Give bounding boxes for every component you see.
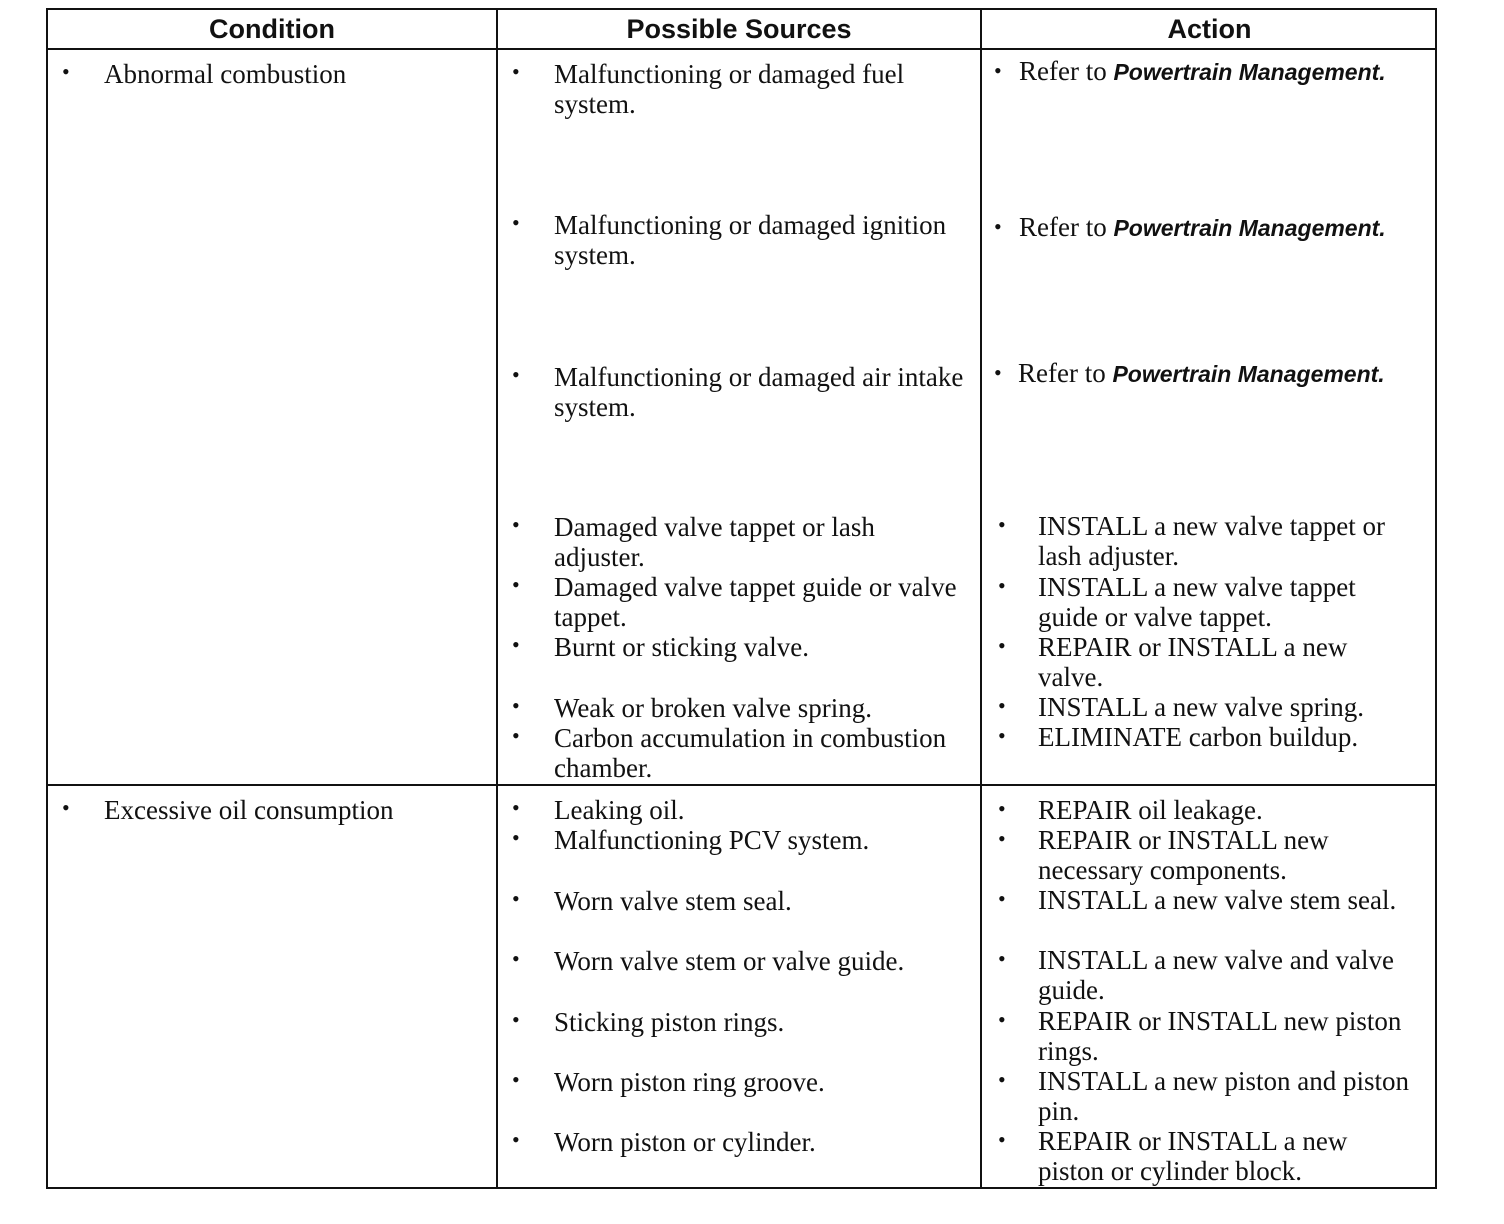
action-item: REPAIR or INSTALL a new valve.	[1038, 632, 1348, 692]
bullet-icon: •	[512, 210, 520, 235]
bullet-icon: •	[998, 633, 1006, 658]
bullet-icon: •	[998, 512, 1006, 537]
bullet-icon: •	[998, 1127, 1006, 1152]
header-action: Action	[1167, 13, 1252, 44]
bullet-icon: •	[512, 362, 520, 387]
bullet-icon: •	[998, 723, 1006, 748]
source-item: Malfunctioning or damaged fuel system.	[554, 59, 905, 119]
row-divider	[48, 784, 1435, 786]
action-item: INSTALL a new valve spring.	[1038, 692, 1365, 722]
source-item: Malfunctioning or damaged ignition system.	[554, 210, 947, 270]
source-item: Malfunctioning or damaged air intake system.	[554, 362, 964, 422]
action-item: INSTALL a new piston and piston pin.	[1038, 1066, 1410, 1126]
action-item: INSTALL a new valve stem seal.	[1038, 885, 1397, 915]
action-item: INSTALL a new valve tappet or lash adjuster.	[1038, 511, 1385, 571]
source-item: Worn piston or cylinder.	[554, 1127, 816, 1157]
column-divider	[496, 10, 498, 1187]
action-item: REPAIR or INSTALL new piston rings.	[1038, 1006, 1402, 1066]
bullet-icon: •	[998, 826, 1006, 851]
bullet-icon: •	[512, 632, 520, 657]
source-item: Burnt or sticking valve.	[554, 632, 809, 662]
column-divider	[980, 10, 982, 1187]
bullet-icon: •	[994, 360, 1002, 385]
action-item: REPAIR oil leakage.	[1038, 795, 1263, 825]
bullet-icon: •	[512, 825, 520, 850]
bullet-icon: •	[994, 214, 1002, 239]
bullet-icon: •	[998, 796, 1006, 821]
header-condition: Condition	[209, 13, 335, 44]
bullet-icon: •	[512, 723, 520, 748]
source-item: Sticking piston rings.	[554, 1007, 785, 1037]
action-item: INSTALL a new valve tappet guide or valve tappet.	[1038, 572, 1356, 632]
action-item: Refer to Powertrain Management.	[1018, 358, 1385, 388]
header-divider	[48, 48, 1435, 50]
source-item: Weak or broken valve spring.	[554, 693, 872, 723]
bullet-icon: •	[998, 946, 1006, 971]
diagnosis-table	[46, 8, 1437, 1189]
bullet-icon: •	[994, 58, 1002, 83]
bullet-icon: •	[998, 693, 1006, 718]
action-item: REPAIR or INSTALL new necessary components.	[1038, 825, 1329, 885]
bullet-icon: •	[512, 795, 520, 820]
bullet-icon: •	[998, 1067, 1006, 1092]
bullet-icon: •	[62, 59, 70, 84]
bullet-icon: •	[998, 573, 1006, 598]
bullet-icon: •	[512, 946, 520, 971]
source-item: Damaged valve tappet guide or valve tappet.	[554, 572, 957, 632]
bullet-icon: •	[512, 1067, 520, 1092]
bullet-icon: •	[998, 1007, 1006, 1032]
condition-label: Abnormal combustion	[104, 59, 347, 89]
source-item: Worn valve stem or valve guide.	[554, 946, 905, 976]
action-item: Refer to Powertrain Management.	[1019, 212, 1386, 242]
bullet-icon: •	[512, 572, 520, 597]
condition-label: Excessive oil consumption	[104, 795, 394, 825]
action-item: ELIMINATE carbon buildup.	[1038, 722, 1359, 752]
bullet-icon: •	[512, 1127, 520, 1152]
source-item: Carbon accumulation in combustion chamber.	[554, 723, 947, 783]
bullet-icon: •	[512, 512, 520, 537]
source-item: Worn valve stem seal.	[554, 886, 792, 916]
bullet-icon: •	[62, 795, 70, 820]
bullet-icon: •	[512, 693, 520, 718]
action-item: REPAIR or INSTALL a new piston or cylinder block.	[1038, 1126, 1348, 1186]
bullet-icon: •	[512, 1007, 520, 1032]
header-possible-sources: Possible Sources	[626, 13, 852, 44]
source-item: Leaking oil.	[554, 795, 685, 825]
source-item: Damaged valve tappet or lash adjuster.	[554, 512, 875, 572]
bullet-icon: •	[998, 886, 1006, 911]
bullet-icon: •	[512, 886, 520, 911]
source-item: Worn piston ring groove.	[554, 1067, 825, 1097]
source-item: Malfunctioning PCV system.	[554, 825, 870, 855]
action-item: INSTALL a new valve and valve guide.	[1038, 945, 1394, 1005]
action-item: Refer to Powertrain Management.	[1019, 56, 1386, 86]
bullet-icon: •	[512, 59, 520, 84]
